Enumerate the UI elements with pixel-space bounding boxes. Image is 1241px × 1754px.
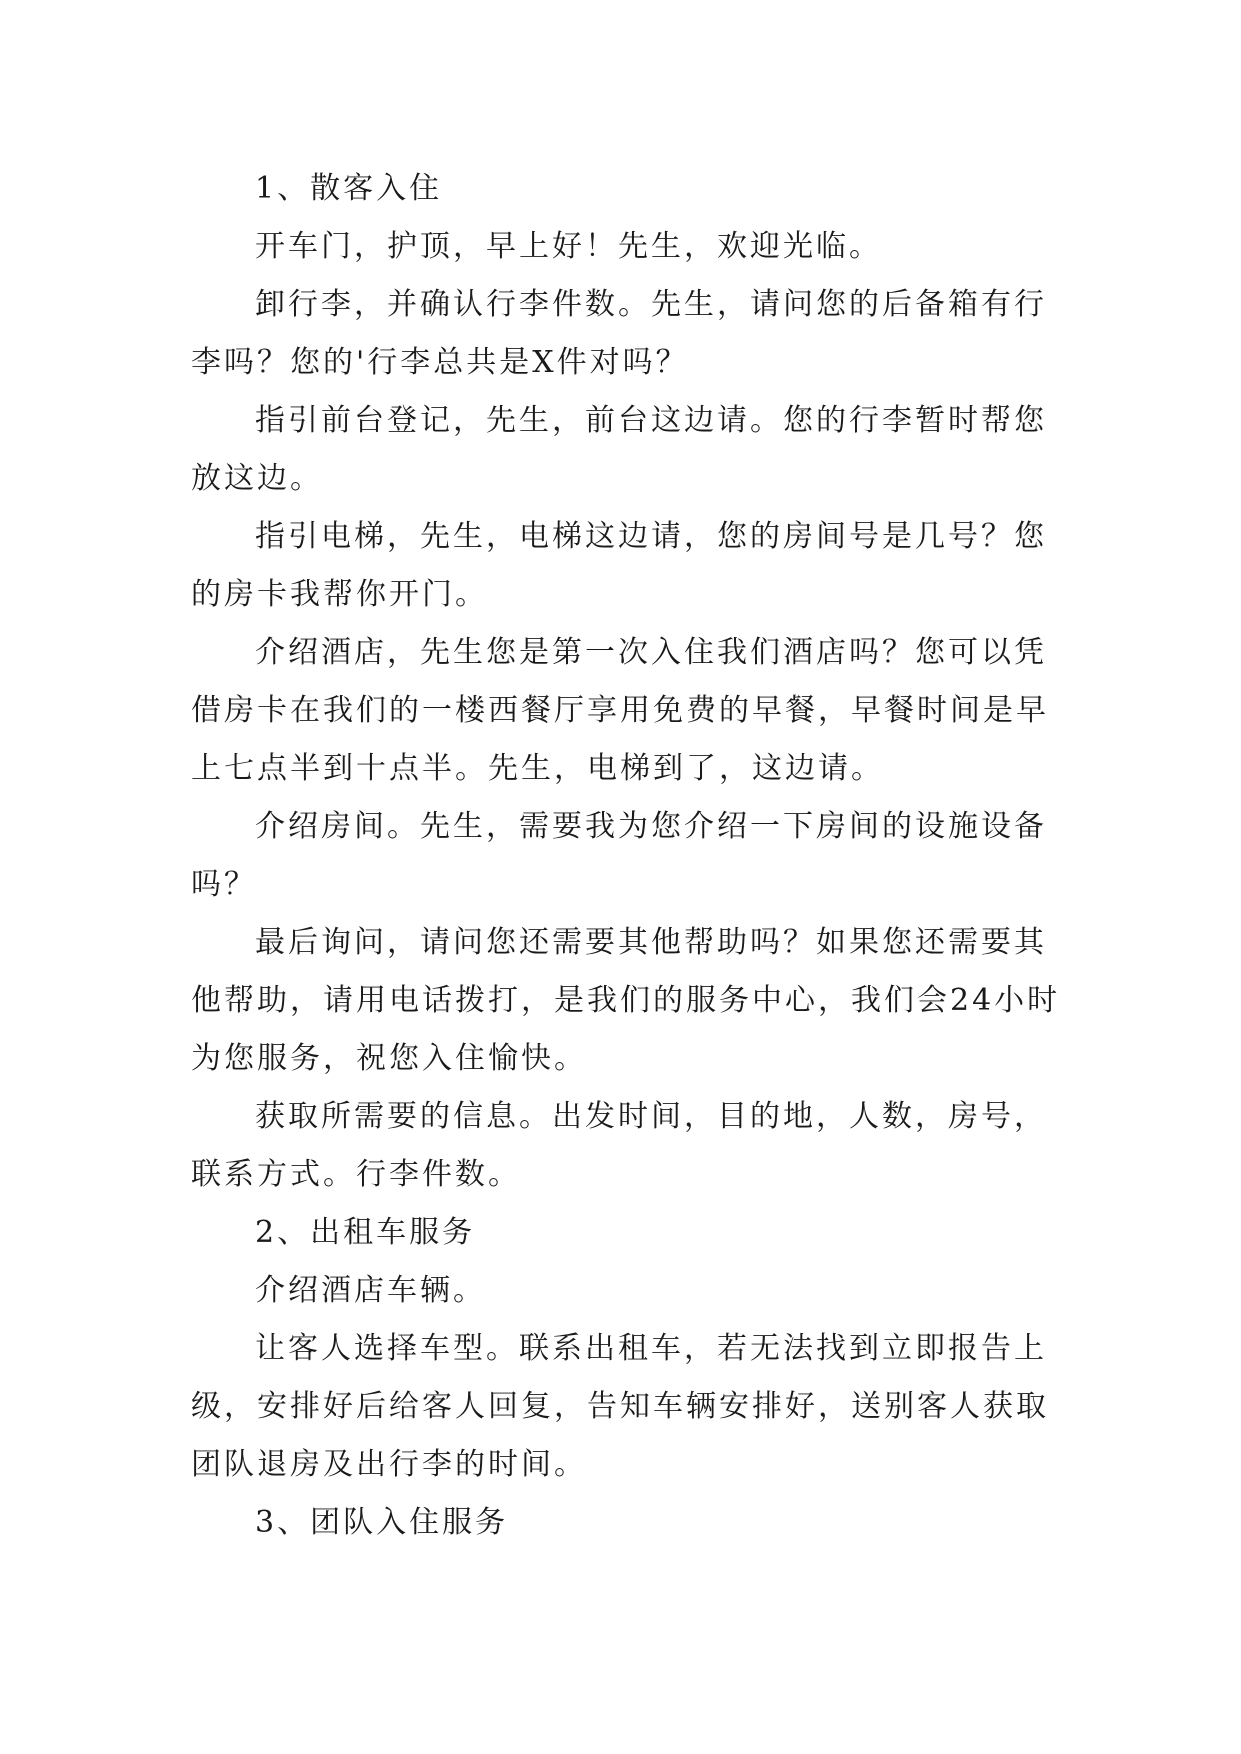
section-heading-2: 2、出租车服务 — [255, 1215, 476, 1250]
paragraph: 介绍房间。先生，需要我为您介绍一下房间的设施设备吗？ — [191, 809, 1047, 902]
paragraph: 最后询问，请问您还需要其他帮助吗？如果您还需要其他帮助，请用电话拨打，是我们的服务中心，我们会24小时为您服务，祝您入住愉快。 — [191, 925, 1061, 1076]
document-body — [191, 160, 1071, 1552]
section-heading-1: 1、散客入住 — [255, 171, 443, 206]
section-heading-3: 3、团队入住服务 — [255, 1505, 509, 1540]
paragraph: 开车门，护顶，早上好！先生，欢迎光临。 — [255, 229, 882, 264]
paragraph: 指引电梯，先生，电梯这边请，您的房间号是几号？您的房卡我帮你开门。 — [191, 519, 1047, 612]
paragraph: 介绍酒店，先生您是第一次入住我们酒店吗？您可以凭借房卡在我们的一楼西餐厅享用免费的早餐，早餐时间是早上七点半到十点半。先生，电梯到了，这边请。 — [191, 635, 1049, 786]
paragraph: 获取所需要的信息。出发时间，目的地，人数，房号，联系方式。行李件数。 — [191, 1099, 1047, 1192]
paragraph: 让客人选择车型。联系出租车，若无法找到立即报告上级，安排好后给客人回复，告知车辆安排好，送别客人获取团队退房及出行李的时间。 — [191, 1331, 1049, 1482]
paragraph: 介绍酒店车辆。 — [255, 1273, 486, 1308]
paragraph: 指引前台登记，先生，前台这边请。您的行李暂时帮您放这边。 — [191, 403, 1047, 496]
paragraph: 卸行李，并确认行李件数。先生，请问您的后备箱有行李吗？您的'行李总共是X件对吗？ — [191, 287, 1047, 380]
